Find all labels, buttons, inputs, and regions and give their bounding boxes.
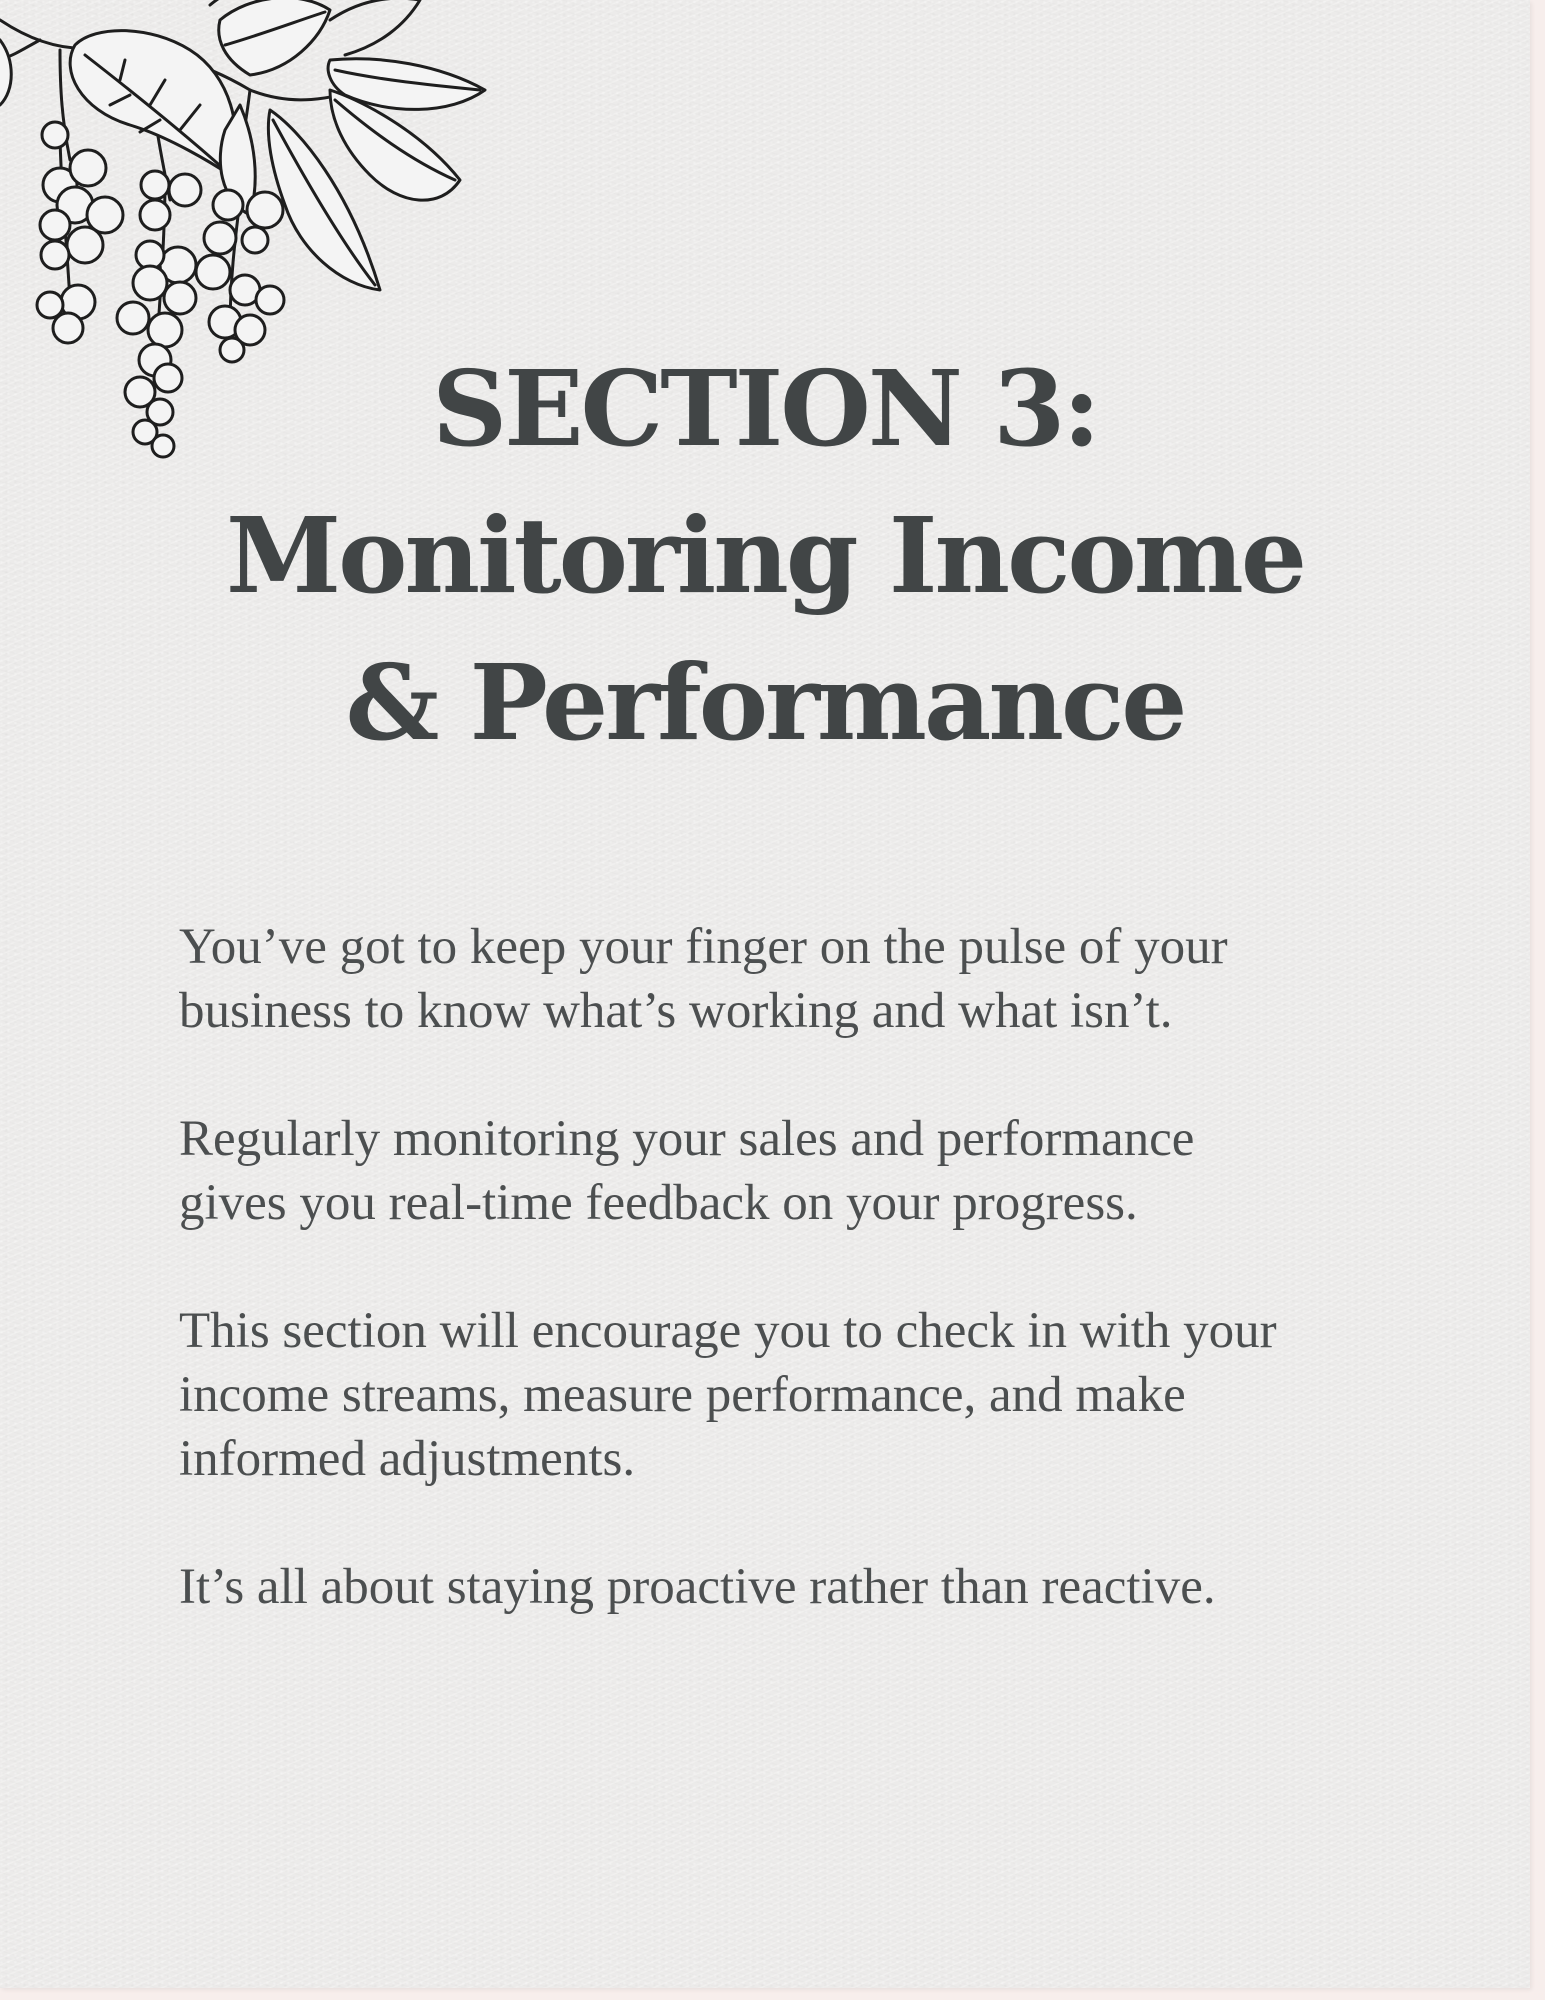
section-title-line-2: Monitoring Income xyxy=(225,494,1305,617)
section-title-line-1: SECTION 3: xyxy=(432,347,1098,470)
paragraph-line: Regularly monitoring your sales and performance xyxy=(179,1111,1195,1167)
paragraph-line: gives you real-time feedback on your progress. xyxy=(179,1175,1138,1231)
section-title xyxy=(0,335,1530,776)
paragraph-line: It’s all about staying proactive rather than reactive. xyxy=(179,1559,1216,1615)
body-text xyxy=(179,915,1389,1683)
paragraph-3 xyxy=(179,1299,1389,1491)
paragraph-4 xyxy=(179,1555,1389,1619)
paragraph-line: income streams, measure performance, and make xyxy=(179,1367,1186,1423)
paragraph-1 xyxy=(179,915,1389,1043)
paragraph-line: informed adjustments. xyxy=(179,1431,636,1487)
paragraph-line: business to know what’s working and what isn’t. xyxy=(179,983,1173,1039)
paragraph-2 xyxy=(179,1107,1389,1235)
paragraph-line: You’ve got to keep your finger on the pulse of your xyxy=(179,919,1228,975)
section-title-line-3: & Performance xyxy=(345,641,1185,764)
paragraph-line: This section will encourage you to check in with your xyxy=(179,1303,1277,1359)
